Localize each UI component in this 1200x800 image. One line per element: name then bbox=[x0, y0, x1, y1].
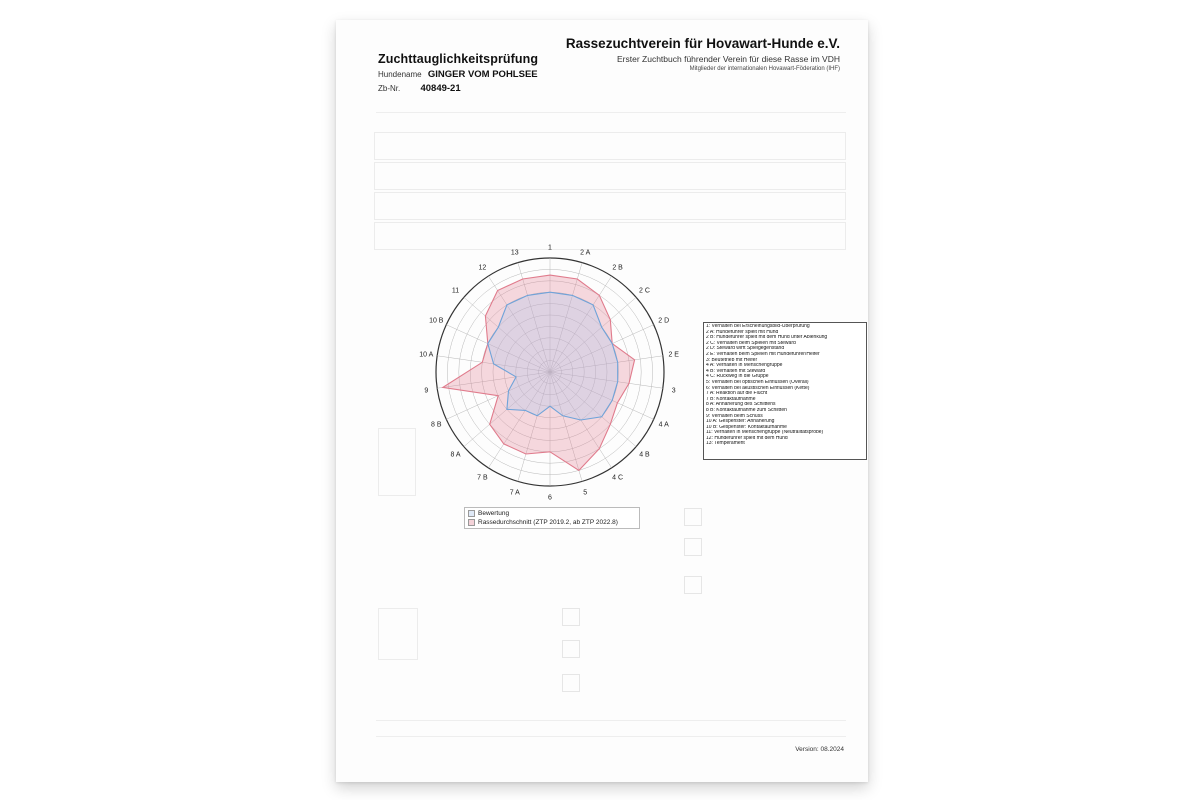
series-legend bbox=[464, 507, 640, 529]
legend-item: 9: Verhalten beim Schuss bbox=[706, 413, 763, 419]
dog-name-label: Hundename bbox=[378, 70, 422, 79]
legend-swatch bbox=[468, 510, 475, 517]
legend-item: 7 B: Kontaktaufnahme bbox=[706, 396, 756, 402]
legend-item: 3: Beutetrieb mit Helfer bbox=[706, 357, 758, 363]
radar-axis-label: 4 B bbox=[639, 451, 650, 459]
radar-axis-label: 12 bbox=[478, 264, 487, 272]
legend-item: 12: Hundeführer spielt mit dem Hund bbox=[706, 435, 788, 441]
radar-axis-label: 7 A bbox=[509, 489, 520, 497]
document-page bbox=[336, 20, 868, 782]
radar-axis-label: 5 bbox=[583, 489, 588, 497]
radar-axis-label: 10 B bbox=[429, 317, 444, 325]
legend-item: 2 E: Verhalten beim Spielen mit Hundeführer/Helfer bbox=[706, 351, 820, 357]
radar-axis-label: 2 C bbox=[639, 287, 650, 295]
radar-axis-label: 2 D bbox=[658, 317, 670, 325]
club-subtitle: Erster Zuchtbuch führender Verein für diese Rasse im VDH bbox=[617, 54, 840, 64]
legend-item: 4 B: Verhalten mit Steward bbox=[706, 368, 766, 374]
zb-number-label: Zb-Nr. bbox=[378, 84, 401, 93]
legend-item: 10 B: Gespenster: Kontaktaufnahme bbox=[706, 424, 787, 430]
radar-axis-label: 10 A bbox=[419, 351, 434, 359]
legend-entry-bewertung bbox=[468, 509, 636, 518]
zb-number-value: 40849-21 bbox=[420, 83, 461, 94]
legend-item: 2 D: Steward wirft Spielgegenstand bbox=[706, 346, 785, 352]
radar-axis-label: 2 E bbox=[668, 351, 679, 359]
legend-item: 6: Verhalten bei akustischen Einflüssen (Kette) bbox=[706, 385, 810, 391]
radar-axis-label: 2 B bbox=[612, 264, 623, 272]
legend-label: Bewertung bbox=[478, 510, 510, 517]
dog-name-value: GINGER VOM POHLSEE bbox=[427, 69, 538, 80]
form-title: Zuchttauglichkeitsprüfung bbox=[378, 52, 539, 66]
radar-axis-label: 11 bbox=[451, 287, 460, 295]
club-membership: Mitglieder der internationalen Hovawart-Föderation (IHF) bbox=[689, 66, 840, 72]
club-name: Rassezuchtverein für Hovawart-Hunde e.V. bbox=[565, 36, 840, 51]
radar-axis-label: 13 bbox=[510, 249, 519, 257]
criteria-legend bbox=[703, 322, 867, 460]
legend-item: 4 A: Verhalten in Menschengruppe bbox=[706, 363, 783, 369]
legend-item: 4 C: Rückweg in die Gruppe bbox=[706, 374, 769, 380]
legend-item: 10 A: Gespenster: Annäherung bbox=[706, 419, 775, 425]
legend-item: 8 B: Kontaktaufnahme zum Schlitten bbox=[706, 407, 787, 413]
version-label: Version: 08.2024 bbox=[795, 746, 844, 753]
legend-item: 2 A: Hundeführer spielt mit Hund bbox=[706, 329, 779, 335]
radar-axis-label: 4 A bbox=[658, 421, 669, 429]
legend-swatch bbox=[468, 519, 475, 526]
radar-axis-label: 8 A bbox=[450, 451, 461, 459]
legend-item: 1: Verhalten bei Erscheinungsbild-Überprüfung bbox=[706, 324, 810, 329]
legend-item: 2 C: Verhalten beim Spielen mit Steward bbox=[706, 340, 796, 346]
legend-item: 13: Temperament bbox=[706, 441, 745, 447]
radar-axis-label: 4 C bbox=[612, 474, 624, 482]
radar-axis-label: 1 bbox=[548, 244, 552, 252]
radar-axis-label: 8 B bbox=[431, 421, 442, 429]
radar-axis-label: 2 A bbox=[580, 249, 591, 257]
radar-axis-label: 3 bbox=[671, 387, 676, 395]
radar-axis-label: 9 bbox=[424, 387, 429, 395]
radar-axis-label: 6 bbox=[548, 494, 552, 502]
legend-item: 5: Verhalten bei optischen Einflüssen (Overall) bbox=[706, 379, 809, 385]
legend-item: 8 A: Annäherung des Schlittens bbox=[706, 402, 776, 408]
legend-label: Rassedurchschnitt (ZTP 2019.2, ab ZTP 2022.8) bbox=[478, 519, 618, 526]
legend-item: 2 B: Hundeführer spielt mit dem Hund unter Ablenkung bbox=[706, 335, 828, 341]
legend-item: 11: Verhalten in Menschengruppe (Neutralitätsprobe) bbox=[706, 430, 824, 436]
radar-axis-label: 7 B bbox=[477, 474, 488, 482]
legend-item: 7 A: Reaktion auf die Flucht bbox=[706, 391, 768, 397]
legend-entry-rassedurchschnitt bbox=[468, 518, 636, 527]
